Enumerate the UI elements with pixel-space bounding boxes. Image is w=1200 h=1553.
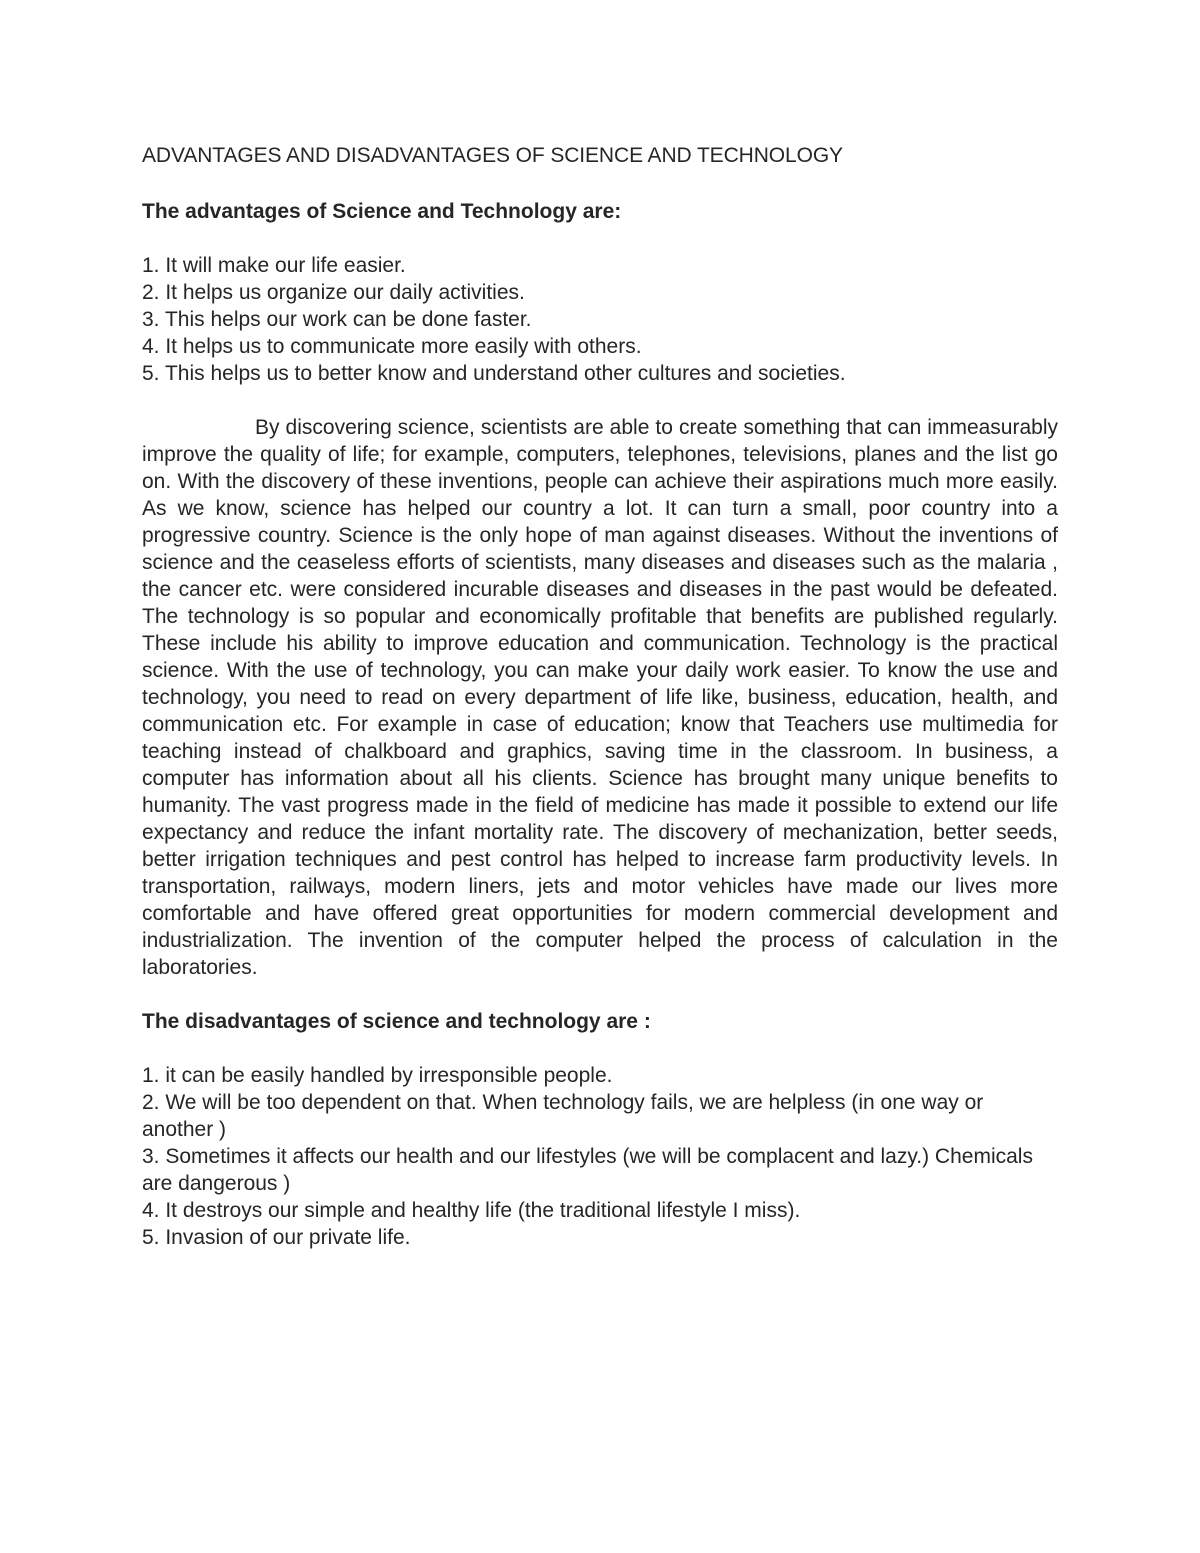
document-page (142, 142, 1058, 1251)
disadvantages-heading: The disadvantages of science and technology are : (142, 1010, 651, 1033)
document-title: ADVANTAGES AND DISADVANTAGES OF SCIENCE AND TECHNOLOGY (142, 144, 843, 167)
list-item: 2. It helps us organize our daily activities. (142, 281, 525, 304)
list-item: 3. This helps our work can be done faster. (142, 308, 532, 331)
disadvantages-list (142, 1062, 1058, 1251)
list-item: 4. It destroys our simple and healthy life (the traditional lifestyle I miss). (142, 1199, 801, 1222)
list-item: 4. It helps us to communicate more easily with others. (142, 335, 642, 358)
advantages-heading: The advantages of Science and Technology are: (142, 200, 622, 223)
list-item: 2. We will be too dependent on that. When technology fails, we are helpless (in one way or another ) (142, 1091, 984, 1141)
list-item: 5. This helps us to better know and understand other cultures and societies. (142, 362, 846, 385)
list-item: 3. Sometimes it affects our health and our lifestyles (we will be complacent and lazy.) Chemicals are dangerous ) (142, 1145, 1033, 1195)
body-paragraph: By discovering science, scientists are able to create something that can immeasurably improve the quality of life; for example, computers, telephones, televisions, planes and the list go on. With the discovery of these inventions, people can achieve their aspirations much more easily. As we know, science has helped our country a lot. It can turn a small, poor country into a progressive country. Science is the only hope of man against diseases. Without the inventions of science and the ceaseless efforts of scientists, many diseases and diseases such as the malaria , the cancer etc. were considered incurable diseases and diseases in the past would be defeated. The technology is so popular and economically profitable that benefits are published regularly. These include his ability to improve education and communication. Technology is the practical science. With the use of technology, you can make your daily work easier. To know the use and technology, you need to read on every department of life like, business, education, health, and communication etc. For example in case of education; know that Teachers use multimedia for teaching instead of chalkboard and graphics, saving time in the classroom. In business, a computer has information about all his clients. Science has brought many unique benefits to humanity. The vast progress made in the field of medicine has made it possible to extend our life expectancy and reduce the infant mortality rate. The discovery of mechanization, better seeds, better irrigation techniques and pest control has helped to increase farm productivity levels. In transportation, railways, modern liners, jets and motor vehicles have made our lives more comfortable and have offered great opportunities for modern commercial development and industrialization. The invention of the computer helped the process of calculation in the laboratories. (142, 416, 1058, 979)
list-item: 1. it can be easily handled by irresponsible people. (142, 1064, 613, 1087)
advantages-list (142, 252, 1058, 387)
list-item: 1. It will make our life easier. (142, 254, 406, 277)
list-item: 5. Invasion of our private life. (142, 1226, 411, 1249)
